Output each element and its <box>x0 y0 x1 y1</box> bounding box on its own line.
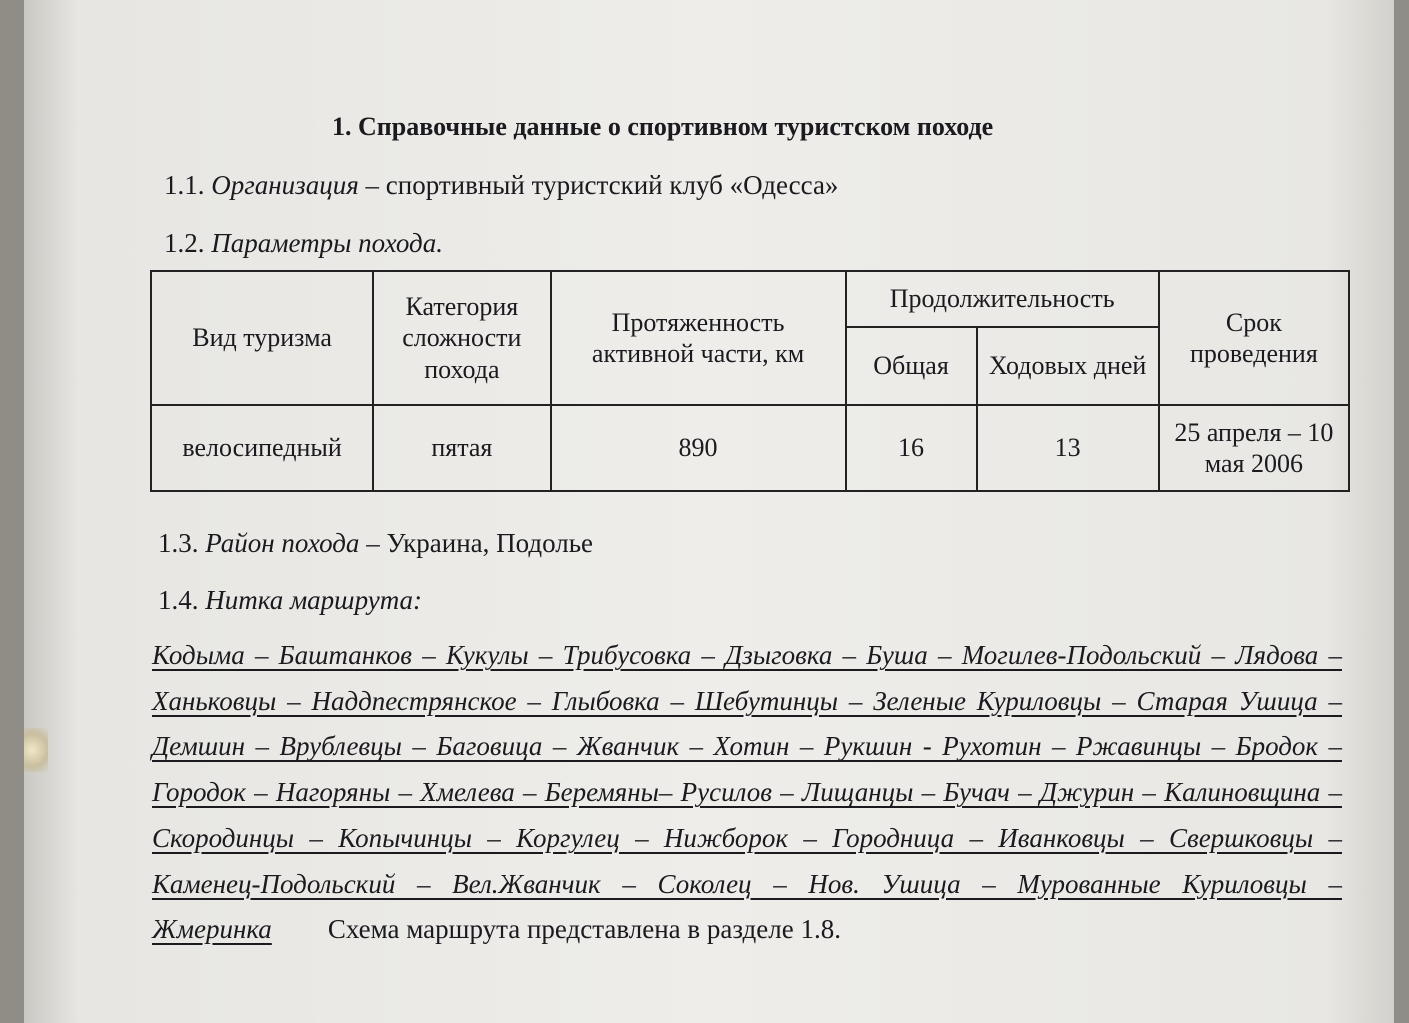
table-row <box>151 405 1349 491</box>
header-category: Категория сложности похода <box>373 271 550 405</box>
item-label: Организация <box>211 170 359 200</box>
document-page <box>24 0 1394 1023</box>
header-period: Срок проведения <box>1159 271 1349 405</box>
organization-line <box>164 170 838 201</box>
header-length: Протяженность активной части, км <box>551 271 846 405</box>
params-line <box>164 228 443 259</box>
item-number: 1.1. <box>164 170 205 200</box>
route-text: Кодыма – Баштанков – Кукулы – Трибусовка – Дзыговка – Буша – Могилев-Подольский – Лядова – Ханьковцы – Наддnестрянское – Глыбовка – Шебутинцы – Зеленые Куриловцы – Старая Ушица – Демшин – Врублевцы – Баговица – Жванчик – Хотин – Рукшин - Рухотин – Ржавинцы – Бродок – Городок – Нагоряны – Хмелева – Беремяны– Русилов – Лищанцы – Бучач – Джурин – Калиновщина – Скородинцы – Копычинцы – Коргулец – Нижборок – Городница – Иванковцы – Свершковцы – Каменец-Подольский – Вел.Жванчик – Соколец – Нов. Ушица – Мурованные Куриловцы – Жмеринка <box>152 640 1342 945</box>
item-number: 1.3. <box>158 528 199 558</box>
region-line <box>158 528 593 559</box>
cell-period: 25 апреля – 10 мая 2006 <box>1159 405 1349 491</box>
route-heading-line <box>158 585 422 616</box>
section-heading: 1. Справочные данные о спортивном туристском походе <box>332 112 994 141</box>
header-type: Вид туризма <box>151 271 373 405</box>
cell-length: 890 <box>551 405 846 491</box>
item-number: 1.4. <box>158 585 199 615</box>
hole-punch-mark <box>24 728 48 772</box>
item-number: 1.2. <box>164 228 205 258</box>
route-paragraph <box>152 633 1342 953</box>
item-label: Район похода <box>205 528 360 558</box>
item-text: – Украина, Подолье <box>359 528 594 558</box>
item-label: Параметры похода. <box>211 228 443 258</box>
cell-total: 16 <box>846 405 977 491</box>
cell-walking-days: 13 <box>977 405 1159 491</box>
cell-category: пятая <box>373 405 550 491</box>
item-text: – спортивный туристский клуб «Одесса» <box>358 170 839 200</box>
cell-type: велосипедный <box>151 405 373 491</box>
header-duration: Продолжительность <box>846 271 1159 327</box>
route-scheme-note: Схема маршрута представлена в разделе 1.8. <box>327 914 841 945</box>
header-total: Общая <box>846 327 977 405</box>
table-header-row <box>151 271 1349 327</box>
header-walking-days: Ходовых дней <box>977 327 1159 405</box>
trip-parameters-table <box>150 270 1350 492</box>
item-label: Нитка маршрута: <box>205 585 423 615</box>
